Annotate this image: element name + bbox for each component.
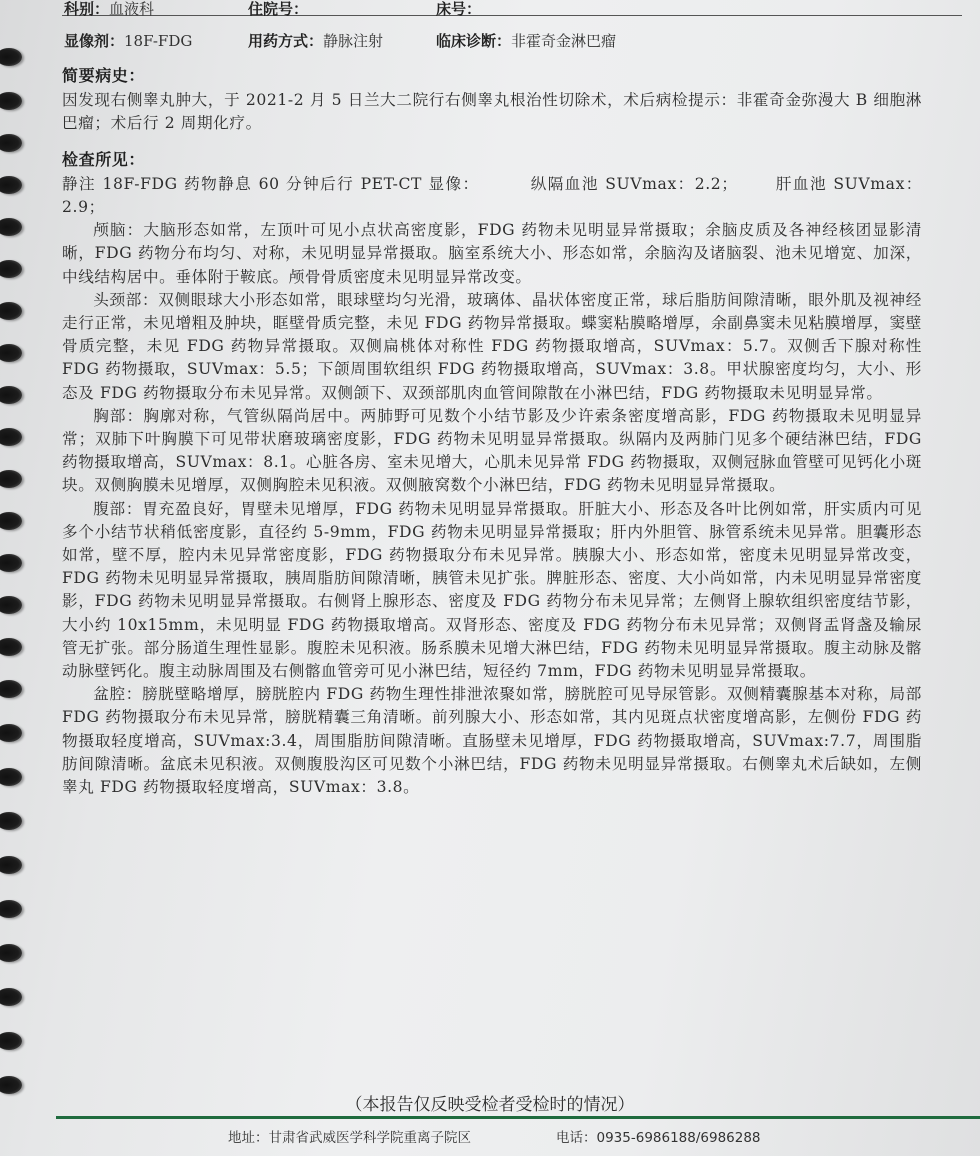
- department-label: 科别：: [64, 0, 110, 18]
- findings-head-neck: 头颈部：双侧眼球大小形态如常，眼球壁均匀光滑，玻璃体、晶状体密度正常，球后脂肪间隙清晰，眼外肌及视神经走行正常，未见增粗及肿块，眶壁骨质完整，未见 FDG 药物异常摄取。蝶窦粘膜略增厚，余副鼻窦未见粘膜增厚，窦壁骨质完整，未见 FDG 药物异常摄取。双侧扁桃体对称性 FDG 药物摄取增高，SUVmax：5.7。双侧舌下腺对称性 FDG 药物摄取，SUVmax：5.5；下颌周围软组织 FDG 药物摄取增高，SUVmax：3.8。甲状腺密度均匀，大小、形态及 FDG 药物摄取分布未见异常。双侧颌下、双颈部肌肉血管间隙散在小淋巴结，FDG 药物摄取未见明显异常。: [62, 290, 922, 402]
- findings-intro: 静注 18F-FDG 药物静息 60 分钟后行 PET-CT 显像： 纵隔血池 SUVmax：2.2； 肝血池 SUVmax：2.9；: [62, 174, 922, 217]
- binding-hole: [0, 470, 22, 488]
- department-value: 血液科: [109, 0, 155, 18]
- administration-route-field: [248, 30, 383, 51]
- history-heading: 简要病史：: [62, 66, 146, 85]
- findings-heading: 检查所见：: [62, 149, 146, 169]
- binding-hole: [0, 680, 22, 698]
- report-header: [62, 0, 962, 56]
- clinical-diagnosis-value: 非霍奇金淋巴瘤: [511, 32, 617, 50]
- binding-hole: [0, 218, 22, 236]
- administration-route-value: 静脉注射: [323, 32, 384, 50]
- admission-number-field: [248, 0, 308, 19]
- bed-number-label: 床号：: [436, 0, 482, 18]
- report-disclaimer: （本报告仅反映受检者受检时的情况）: [345, 1095, 635, 1115]
- binding-hole: [0, 134, 22, 152]
- findings-chest: 胸部：胸廓对称，气管纵隔尚居中。两肺野可见数个小结节影及少许索条密度增高影，FDG 药物摄取未见明显异常；双肺下叶胸膜下可见带状磨玻璃密度影，FDG 药物未见明显异常摄取。纵隔内及两肺门见多个硬结淋巴结，FDG 药物摄取增高，SUVmax：8.1。心脏各房、室未见增大，心肌未见异常 FDG 药物摄取，双侧冠脉血管壁可见钙化小斑块。双侧胸膜未见增厚，双侧胸腔未见积液。双侧腋窝数个小淋巴结，FDG 药物未见明显异常摄取。: [62, 406, 922, 495]
- binding-hole: [0, 260, 22, 278]
- binding-hole: [0, 724, 22, 742]
- binding-hole: [0, 512, 22, 530]
- findings-abdomen: 腹部：胃充盈良好，胃壁未见增厚，FDG 药物未见明显异常摄取。肝脏大小、形态及各叶比例如常，肝实质内可见多个小结节状稍低密度影，直径约 5-9mm，FDG 药物未见明显异常摄取；肝内外胆管、脉管系统未见异常。胆囊形态如常，壁不厚，腔内未见异常密度影，FDG 药物摄取分布未见异常。胰腺大小、形态如常，密度未见明显异常改变，FDG 药物未见明显异常摄取，胰周脂肪间隙清晰，胰管未见扩张。脾脏形态、密度、大小尚如常，内未见明显异常密度影，FDG 药物未见明显异常摄取。右侧肾上腺形态、密度及 FDG 药物分布未见异常；左侧肾上腺软组织密度结节影，大小约 10x15mm，未见明显 FDG 药物摄取增高。双肾形态、密度及 FDG 药物分布未见异常；双侧肾盂肾盏及输尿管无扩张。部分肠道生理性显影。腹腔未见积液。肠系膜未见增大淋巴结，FDG 药物未见明显异常摄取。腹主动脉及髂动脉壁钙化。腹主动脉周围及右侧髂血管旁可见小淋巴结，短径约 7mm，FDG 药物未见明显异常摄取。: [62, 499, 922, 681]
- binding-hole: [0, 428, 22, 446]
- binding-hole: [0, 638, 22, 656]
- header-row-2: [62, 26, 962, 48]
- tracer-label: 显像剂：: [64, 32, 125, 50]
- clinical-diagnosis-label: 临床诊断：: [436, 32, 512, 50]
- hospital-phone: 电话：0935-6986188/6986288: [556, 1130, 761, 1146]
- binding-hole: [0, 988, 22, 1006]
- binding-hole: [0, 554, 22, 572]
- history-text: 因发现右侧睾丸肿大，于 2021-2 月 5 日兰大二院行右侧睾丸根治性切除术，术后病检提示：非霍奇金弥漫大 B 细胞淋巴瘤；术后行 2 周期化疗。: [62, 91, 922, 133]
- bed-number-field: [436, 0, 481, 19]
- binding-hole: [0, 900, 22, 918]
- binding-hole: [0, 944, 22, 962]
- binding-hole: [0, 1032, 22, 1050]
- hospital-address: 地址：甘肃省武威医学科学院重离子院区: [228, 1130, 471, 1146]
- clinical-diagnosis-field: [436, 30, 616, 51]
- binding-hole: [0, 812, 22, 830]
- report-body: [62, 60, 922, 799]
- tracer-field: [64, 30, 192, 51]
- department-field: [64, 0, 154, 19]
- header-row-1: [62, 0, 962, 16]
- binding-hole: [0, 92, 22, 110]
- tracer-value: 18F-FDG: [124, 32, 193, 50]
- binding-hole: [0, 48, 22, 66]
- binding-hole: [0, 596, 22, 614]
- footer-divider: [56, 1116, 980, 1119]
- admission-number-label: 住院号：: [248, 0, 309, 18]
- binding-hole: [0, 302, 22, 320]
- binding-hole: [0, 386, 22, 404]
- binding-hole: [0, 768, 22, 786]
- administration-route-label: 用药方式：: [248, 32, 324, 50]
- binding-hole: [0, 344, 22, 362]
- findings-brain: 颅脑：大脑形态如常，左顶叶可见小点状高密度影，FDG 药物未见明显异常摄取；余脑皮质及各神经核团显影清晰，FDG 药物分布均匀、对称，未见明显异常摄取。脑室系统大小、形态如常，余脑沟及诸脑裂、池未见增宽、加深，中线结构居中。垂体附于鞍底。颅骨骨质密度未见明显异常改变。: [62, 221, 922, 286]
- binding-hole: [0, 856, 22, 874]
- binding-hole: [0, 176, 22, 194]
- findings-pelvis: 盆腔：膀胱壁略增厚，膀胱腔内 FDG 药物生理性排泄浓聚如常，膀胱腔可见导尿管影。双侧精囊腺基本对称，局部 FDG 药物摄取分布未见异常，膀胱精囊三角清晰。前列腺大小、形态如常，其内见斑点状密度增高影，左侧份 FDG 药物摄取轻度增高，SUVmax:3.4，周围脂肪间隙清晰。直肠壁未见增厚，FDG 药物摄取增高，SUVmax:7.7，周围脂肪间隙清晰。盆底未见积液。双侧腹股沟区可见数个小淋巴结，FDG 药物未见明显异常摄取。右侧睾丸术后缺如，左侧睾丸 FDG 药物摄取轻度增高，SUVmax：3.8。: [62, 685, 922, 797]
